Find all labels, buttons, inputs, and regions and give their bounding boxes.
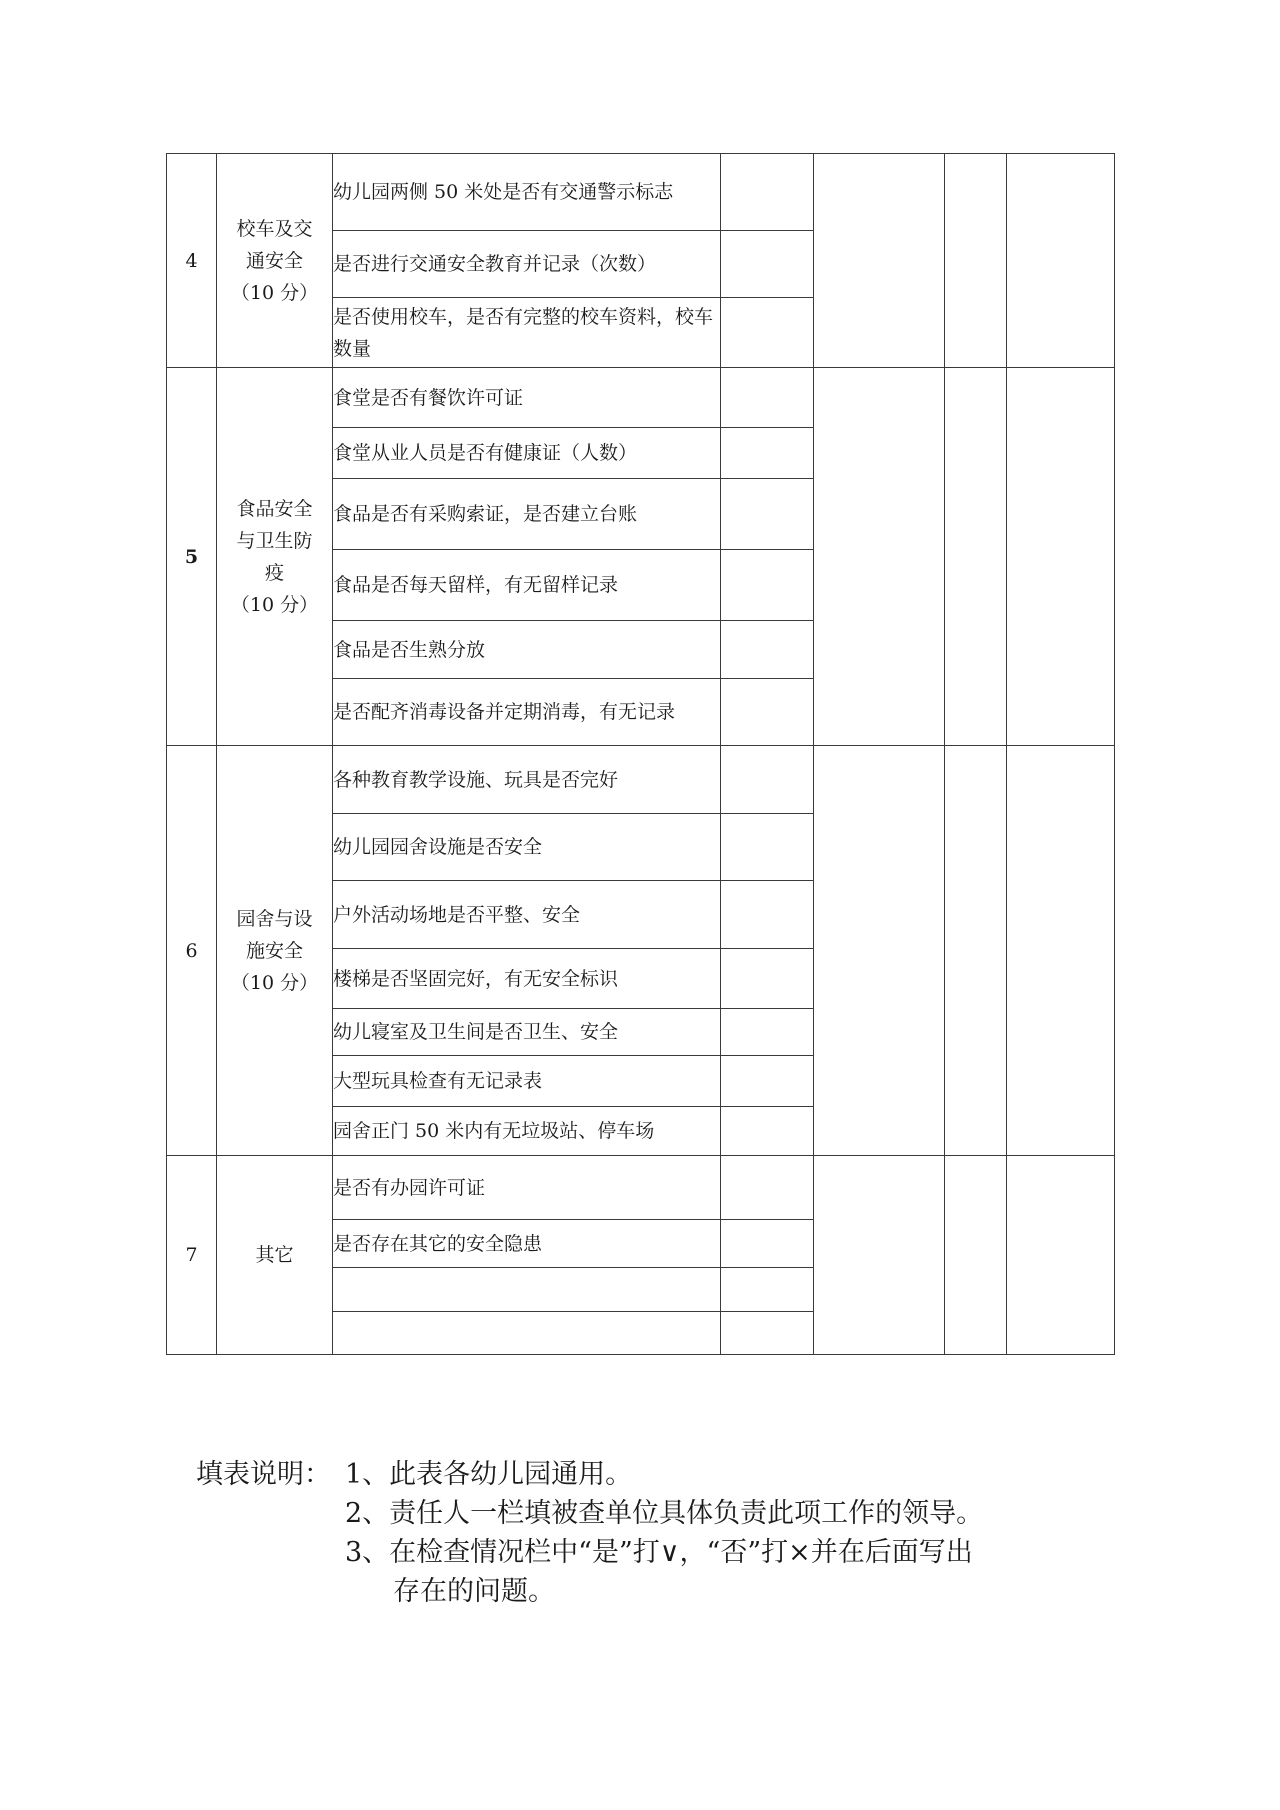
check-cell[interactable] (721, 1220, 814, 1268)
category-title: 校车及交通安全 (236, 217, 313, 272)
check-cell[interactable] (721, 1056, 814, 1107)
table-row (167, 154, 1115, 231)
check-item: 是否有办园许可证 (333, 1156, 721, 1220)
section-category (217, 368, 333, 746)
safety-checklist-table (166, 153, 1115, 1355)
instruction-row (196, 1455, 1146, 1494)
instruction-3: 3、在检查情况栏中“是”打∨，“否”打×并在后面写出 (345, 1537, 973, 1568)
section-number: 6 (167, 746, 217, 1156)
check-cell[interactable] (721, 621, 814, 679)
blank-cell[interactable] (814, 1156, 945, 1355)
blank-cell[interactable] (945, 1156, 1007, 1355)
empty-item[interactable] (333, 1268, 721, 1312)
blank-cell[interactable] (1007, 746, 1115, 1156)
check-cell[interactable] (721, 1107, 814, 1156)
section-number: 5 (167, 368, 217, 746)
instruction-row (196, 1494, 1146, 1533)
instructions-label: 填表说明： (196, 1459, 331, 1490)
check-cell[interactable] (721, 550, 814, 621)
check-item: 户外活动场地是否平整、安全 (333, 881, 721, 949)
empty-item[interactable] (333, 1312, 721, 1355)
blank-cell[interactable] (945, 746, 1007, 1156)
blank-cell[interactable] (945, 368, 1007, 746)
category-title: 其它 (255, 1244, 294, 1266)
category-score: （10 分） (230, 971, 319, 994)
section-number: 7 (167, 1156, 217, 1355)
section-number: 4 (167, 154, 217, 368)
blank-cell[interactable] (814, 746, 945, 1156)
check-item: 食品是否生熟分放 (333, 621, 721, 679)
section-category (217, 154, 333, 368)
check-item: 是否存在其它的安全隐患 (333, 1220, 721, 1268)
check-cell[interactable] (721, 1156, 814, 1220)
check-cell[interactable] (721, 479, 814, 550)
check-item: 楼梯是否坚固完好，有无安全标识 (333, 949, 721, 1009)
check-cell[interactable] (721, 428, 814, 479)
category-score: （10 分） (230, 593, 319, 616)
check-item: 是否配齐消毒设备并定期消毒，有无记录 (333, 679, 721, 746)
check-item: 是否进行交通安全教育并记录（次数） (333, 231, 721, 298)
form-instructions (196, 1455, 1146, 1611)
blank-cell[interactable] (814, 368, 945, 746)
instruction-2: 2、责任人一栏填被查单位具体负责此项工作的领导。 (345, 1498, 984, 1529)
check-item: 食堂是否有餐饮许可证 (333, 368, 721, 428)
table-row (167, 368, 1115, 428)
blank-cell[interactable] (1007, 1156, 1115, 1355)
instruction-row (196, 1572, 1146, 1611)
check-cell[interactable] (721, 231, 814, 298)
instruction-3-continued: 存在的问题。 (393, 1576, 555, 1607)
instruction-1: 1、此表各幼儿园通用。 (345, 1459, 633, 1490)
check-cell[interactable] (721, 679, 814, 746)
check-cell[interactable] (721, 1009, 814, 1056)
check-cell[interactable] (721, 154, 814, 231)
check-cell[interactable] (721, 1312, 814, 1355)
check-item: 食品是否每天留样，有无留样记录 (333, 550, 721, 621)
category-title: 食品安全与卫生防疫 (236, 497, 313, 584)
check-item: 幼儿园园舍设施是否安全 (333, 814, 721, 881)
check-item: 各种教育教学设施、玩具是否完好 (333, 746, 721, 814)
check-cell[interactable] (721, 1268, 814, 1312)
check-item: 食堂从业人员是否有健康证（人数） (333, 428, 721, 479)
check-item: 幼儿园两侧 50 米处是否有交通警示标志 (333, 154, 721, 231)
check-item: 是否使用校车，是否有完整的校车资料，校车数量 (333, 298, 721, 368)
check-cell[interactable] (721, 881, 814, 949)
check-cell[interactable] (721, 949, 814, 1009)
check-item: 食品是否有采购索证，是否建立台账 (333, 479, 721, 550)
section-category (217, 746, 333, 1156)
category-score: （10 分） (230, 281, 319, 304)
table-row (167, 1156, 1115, 1220)
check-cell[interactable] (721, 814, 814, 881)
check-cell[interactable] (721, 746, 814, 814)
section-category (217, 1156, 333, 1355)
blank-cell[interactable] (945, 154, 1007, 368)
check-item: 园舍正门 50 米内有无垃圾站、停车场 (333, 1107, 721, 1156)
blank-cell[interactable] (814, 154, 945, 368)
category-title: 园舍与设施安全 (236, 907, 313, 962)
blank-cell[interactable] (1007, 154, 1115, 368)
blank-cell[interactable] (1007, 368, 1115, 746)
check-item: 大型玩具检查有无记录表 (333, 1056, 721, 1107)
check-cell[interactable] (721, 368, 814, 428)
instruction-row (196, 1533, 1146, 1572)
check-item: 幼儿寝室及卫生间是否卫生、安全 (333, 1009, 721, 1056)
table-row (167, 746, 1115, 814)
check-cell[interactable] (721, 298, 814, 368)
